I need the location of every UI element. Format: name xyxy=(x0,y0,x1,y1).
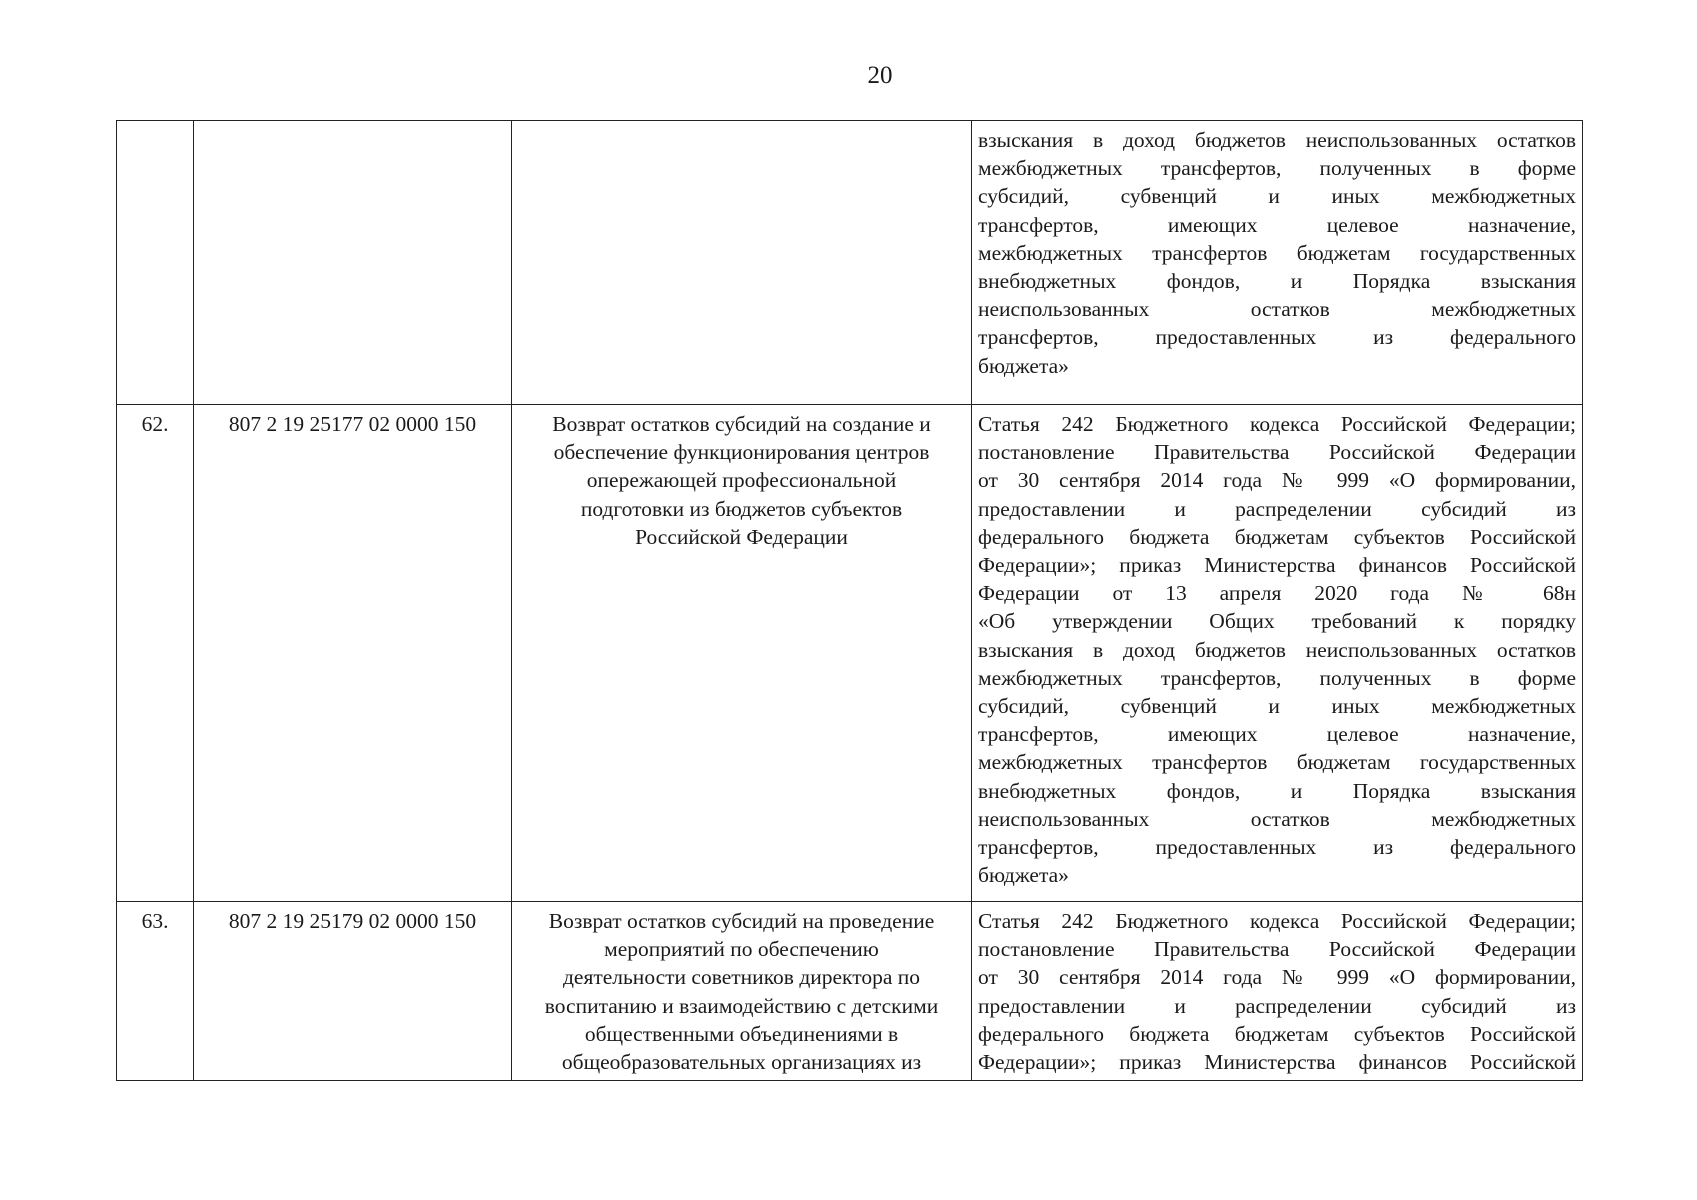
legal-basis-line: Федерации»; приказ Министерства финансов Российской xyxy=(978,553,1576,578)
legal-basis-line: федерального бюджета бюджетам субъектов Российской xyxy=(978,524,1576,549)
table-row xyxy=(117,902,1583,1081)
budget-code-cell xyxy=(194,121,512,405)
income-name-line: деятельности советников директора по xyxy=(562,965,921,990)
budget-code-cell: 807 2 19 25177 02 0000 150 xyxy=(194,405,512,902)
legal-basis-line: предоставлении и распределении субсидий из xyxy=(978,496,1576,521)
legal-basis-line: межбюджетных трансфертов, полученных в форме xyxy=(978,665,1576,690)
legal-basis-line: Статья 242 Бюджетного кодекса Российской Федерации; xyxy=(978,412,1576,436)
income-name-line: опережающей профессиональной xyxy=(586,468,897,493)
page-number: 20 xyxy=(867,62,893,89)
legal-basis-line: трансфертов, имеющих целевое назначение, xyxy=(978,212,1576,237)
income-name-line: общественными объединениями в xyxy=(584,1021,899,1046)
budget-code-cell: 807 2 19 25179 02 0000 150 xyxy=(194,902,512,1081)
legal-basis-line: постановление Правительства Российской Федерации xyxy=(978,937,1576,962)
income-name-line: Возврат остатков субсидий на проведение xyxy=(548,909,935,933)
income-name-line: воспитанию и взаимодействию с детскими xyxy=(544,993,939,1018)
income-name-line: Возврат остатков субсидий на создание и xyxy=(552,412,931,436)
legal-basis-cell xyxy=(972,405,1583,902)
row-number-cell xyxy=(117,121,194,405)
budget-code-table xyxy=(116,120,1583,1081)
legal-basis-line: межбюджетных трансфертов бюджетам государственных xyxy=(978,750,1576,775)
table-row xyxy=(117,405,1583,902)
income-name-line: обеспечение функционирования центров xyxy=(553,440,930,465)
income-name-cell xyxy=(512,121,972,405)
legal-basis-line: внебюджетных фондов, и Порядка взыскания xyxy=(978,269,1576,294)
legal-basis-line: Федерации от 13 апреля 2020 года № 68н xyxy=(978,581,1576,606)
legal-basis-line: постановление Правительства Российской Федерации xyxy=(978,440,1576,465)
legal-basis-line: трансфертов, предоставленных из федерального xyxy=(978,835,1576,860)
legal-basis-line: трансфертов, предоставленных из федерального xyxy=(978,325,1576,350)
legal-basis-cell xyxy=(972,121,1583,405)
income-name-cell xyxy=(512,902,972,1081)
legal-basis-line: внебюджетных фондов, и Порядка взыскания xyxy=(978,778,1576,803)
legal-basis-line: субсидий, субвенций и иных межбюджетных xyxy=(978,184,1576,209)
legal-basis-line: Федерации»; приказ Министерства финансов Российской xyxy=(978,1050,1576,1075)
income-name-line: подготовки из бюджетов субъектов xyxy=(580,496,903,521)
legal-basis-line: бюджета» xyxy=(978,353,1069,378)
income-name-line: мероприятий по обеспечению xyxy=(604,937,879,962)
legal-basis-cell xyxy=(972,902,1583,1081)
legal-basis-line: Статья 242 Бюджетного кодекса Российской Федерации; xyxy=(978,909,1576,933)
legal-basis-line: взыскания в доход бюджетов неиспользованных остатков xyxy=(978,128,1576,152)
legal-basis-line: межбюджетных трансфертов бюджетам государственных xyxy=(978,240,1576,265)
legal-basis-line: «Об утверждении Общих требований к порядку xyxy=(978,609,1576,634)
row-number-cell: 62. xyxy=(117,405,194,902)
legal-basis-line: межбюджетных трансфертов, полученных в форме xyxy=(978,156,1576,181)
legal-basis-line: взыскания в доход бюджетов неиспользованных остатков xyxy=(978,637,1576,662)
legal-basis-line: федерального бюджета бюджетам субъектов Российской xyxy=(978,1021,1576,1046)
legal-basis-line: неиспользованных остатков межбюджетных xyxy=(978,806,1576,831)
legal-basis-line: неиспользованных остатков межбюджетных xyxy=(978,297,1576,322)
table-row xyxy=(117,121,1583,405)
legal-basis-line: субсидий, субвенций и иных межбюджетных xyxy=(978,694,1576,719)
legal-basis-line: от 30 сентября 2014 года № 999 «О формировании, xyxy=(978,965,1576,990)
income-name-line: общеобразовательных организациях из xyxy=(561,1050,922,1075)
legal-basis-line: бюджета» xyxy=(978,863,1069,888)
income-name-cell xyxy=(512,405,972,902)
income-name-line: Российской Федерации xyxy=(635,524,848,549)
legal-basis-line: предоставлении и распределении субсидий из xyxy=(978,993,1576,1018)
legal-basis-line: от 30 сентября 2014 года № 999 «О формировании, xyxy=(978,468,1576,493)
row-number-cell: 63. xyxy=(117,902,194,1081)
legal-basis-line: трансфертов, имеющих целевое назначение, xyxy=(978,722,1576,747)
